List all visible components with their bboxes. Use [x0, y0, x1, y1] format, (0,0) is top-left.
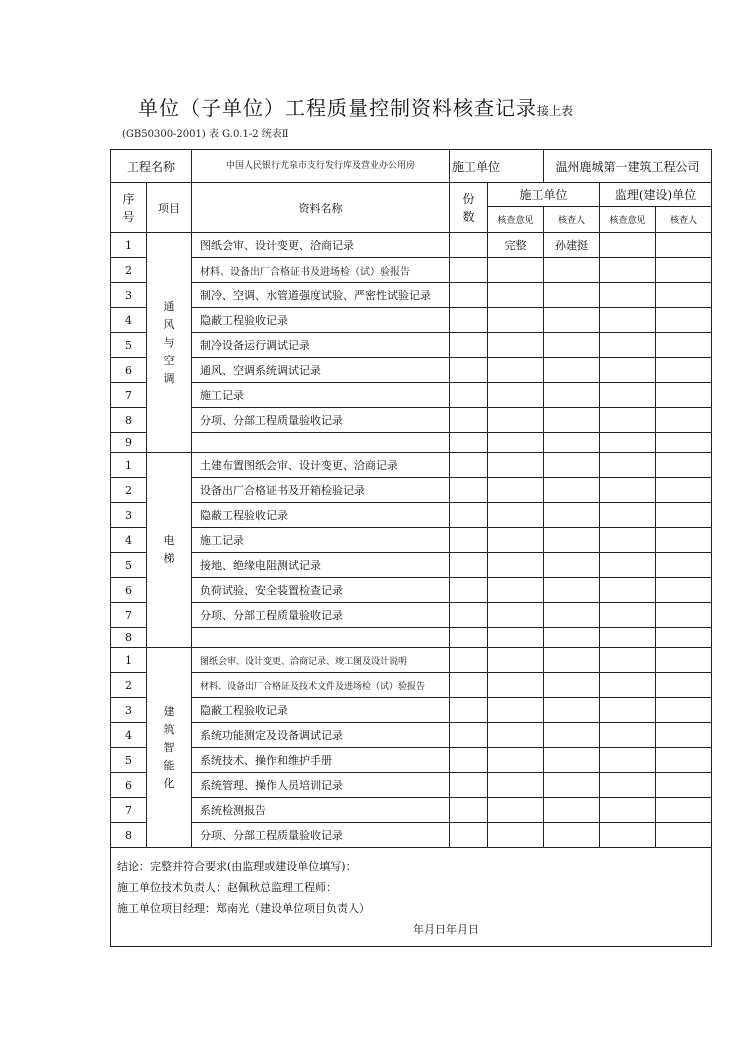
row-number: 7 [111, 603, 147, 628]
builder-checker [544, 433, 600, 453]
item-label: 项目 [147, 183, 192, 233]
footer-cell [111, 848, 712, 947]
supervisor-check-opinion [600, 433, 656, 453]
supervisor-check-opinion [600, 723, 656, 748]
document-name: 隐蔽工程验收记录 [192, 698, 450, 723]
supervisor-check-opinion [600, 408, 656, 433]
builder-label: 施工单位 [488, 183, 600, 207]
document-name: 通风、空调系统调试记录 [192, 358, 450, 383]
supervisor-check-opinion [600, 673, 656, 698]
document-name: 系统检测报告 [192, 798, 450, 823]
builder-checker: 孙建挺 [544, 233, 600, 258]
builder-check-opinion [488, 283, 544, 308]
header-row-project [111, 150, 712, 183]
builder-checker [544, 748, 600, 773]
row-number: 1 [111, 648, 147, 673]
copies-count [450, 308, 488, 333]
row-number: 1 [111, 453, 147, 478]
builder-checker [544, 258, 600, 283]
row-number: 2 [111, 673, 147, 698]
builder-checker [544, 773, 600, 798]
document-name: 土建布置图纸会审、设计变更、洽商记录 [192, 453, 450, 478]
table-row [111, 433, 712, 453]
copies-count [450, 578, 488, 603]
table-row [111, 698, 712, 723]
table-row [111, 748, 712, 773]
supervisor-check-opinion [600, 528, 656, 553]
supervisor-checker [656, 433, 712, 453]
builder-checker [544, 628, 600, 648]
table-row [111, 233, 712, 258]
group-item-char: 风 [163, 317, 175, 331]
document-name: 图纸会审、设计变更、洽商记录、竣工图及设计说明 [192, 648, 450, 673]
group-item-char: 筑 [163, 722, 175, 736]
builder-check-opinion [488, 503, 544, 528]
document-name: 接地、绝缘电阻测试记录 [192, 553, 450, 578]
construction-unit-label: 施工单位 [450, 150, 544, 183]
seq-label-text: 序号 [122, 191, 135, 224]
copies-count [450, 628, 488, 648]
supervisor-check-opinion [600, 698, 656, 723]
supervisor-checker [656, 233, 712, 258]
document-name: 分项、分部工程质量验收记录 [192, 408, 450, 433]
document-name: 施工记录 [192, 383, 450, 408]
supervisor-check-opinion [600, 603, 656, 628]
document-name: 负荷试验、安全装置检查记录 [192, 578, 450, 603]
copies-count [450, 603, 488, 628]
builder-check-opinion [488, 603, 544, 628]
copies-count [450, 553, 488, 578]
copies-count [450, 798, 488, 823]
copies-count [450, 773, 488, 798]
builder-check-opinion [488, 408, 544, 433]
group-item-char: 调 [163, 371, 175, 385]
row-number: 8 [111, 628, 147, 648]
builder-check-opinion: 完整 [488, 233, 544, 258]
row-number: 3 [111, 503, 147, 528]
builder-check-opinion [488, 578, 544, 603]
copies-label-text: 份数 [462, 191, 475, 224]
footer-project-manager: 施工单位项目经理：郑南光（建设单位项目负责人） [117, 902, 370, 915]
document-name: 隐蔽工程验收记录 [192, 503, 450, 528]
builder-checker [544, 648, 600, 673]
builder-checker [544, 478, 600, 503]
copies-count [450, 748, 488, 773]
supervisor-check-opinion [600, 233, 656, 258]
supervisor-checker [656, 578, 712, 603]
builder-check-opinion [488, 528, 544, 553]
footer-row [111, 848, 712, 947]
copies-count [450, 258, 488, 283]
supervisor-checker [656, 478, 712, 503]
document-name: 图纸会审、设计变更、洽商记录 [192, 233, 450, 258]
group-item-name [147, 648, 192, 848]
builder-check-opinion [488, 773, 544, 798]
supervisor-check-opinion [600, 798, 656, 823]
supervisor-check-opinion [600, 773, 656, 798]
project-name-value: 中国人民银行尤泉市支行发行库及营业办公用房 [192, 150, 450, 183]
supervisor-checker [656, 603, 712, 628]
builder-checker [544, 358, 600, 383]
copies-count [450, 478, 488, 503]
group-item-char: 能 [163, 758, 175, 772]
document-name: 分项、分部工程质量验收记录 [192, 603, 450, 628]
copies-count [450, 408, 488, 433]
document-name: 设备出厂合格证书及开箱检验记录 [192, 478, 450, 503]
standard-reference: (GB50300-2001) 表 G.0.1-2 统表Ⅱ [122, 129, 289, 140]
group-item-char: 空 [163, 353, 175, 367]
builder-checker [544, 283, 600, 308]
row-number: 8 [111, 823, 147, 848]
supervisor-check-opinion [600, 453, 656, 478]
builder-checker [544, 698, 600, 723]
doc-name-label: 资料名称 [192, 183, 450, 233]
row-number: 3 [111, 698, 147, 723]
table-row [111, 723, 712, 748]
builder-check-opinion [488, 823, 544, 848]
supervisor-check-opinion [600, 503, 656, 528]
copies-label [450, 183, 488, 233]
copies-count [450, 233, 488, 258]
header-row-columns [111, 183, 712, 207]
builder-checker-label: 核查人 [544, 207, 600, 233]
row-number: 5 [111, 748, 147, 773]
supervisor-check-opinion [600, 648, 656, 673]
table-row [111, 628, 712, 648]
table-row [111, 578, 712, 603]
row-number: 5 [111, 333, 147, 358]
document-name: 系统技术、操作和维护手册 [192, 748, 450, 773]
supervisor-check-opinion [600, 478, 656, 503]
group-item-char: 梯 [163, 552, 175, 565]
supervisor-checker [656, 453, 712, 478]
copies-count [450, 823, 488, 848]
supervisor-check-opinion [600, 553, 656, 578]
supervisor-check-opinion-label: 核查意见 [600, 207, 656, 233]
builder-checker [544, 528, 600, 553]
supervisor-checker [656, 773, 712, 798]
title-prefix: 单位 [138, 96, 180, 120]
copies-count [450, 283, 488, 308]
builder-checker [544, 798, 600, 823]
builder-check-opinion [488, 723, 544, 748]
supervisor-checker [656, 553, 712, 578]
supervisor-checker [656, 308, 712, 333]
supervisor-label: 监理(建设)单位 [600, 183, 712, 207]
table-row [111, 673, 712, 698]
supervisor-check-opinion [600, 748, 656, 773]
supervisor-checker [656, 823, 712, 848]
table-row [111, 553, 712, 578]
builder-checker [544, 723, 600, 748]
table-row [111, 648, 712, 673]
builder-checker [544, 408, 600, 433]
project-name-label: 工程名称 [111, 150, 192, 183]
supervisor-checker [656, 648, 712, 673]
construction-unit-value: 温州鹿城第一建筑工程公司 [544, 150, 712, 183]
supervisor-check-opinion [600, 358, 656, 383]
table-row [111, 798, 712, 823]
seq-label [111, 183, 147, 233]
document-name: 分项、分部工程质量验收记录 [192, 823, 450, 848]
builder-check-opinion [488, 628, 544, 648]
copies-count [450, 503, 488, 528]
table-row [111, 333, 712, 358]
table-row [111, 383, 712, 408]
title-main: 工程质量控制资料核查记录 [285, 96, 537, 120]
document-name [192, 628, 450, 648]
supervisor-check-opinion [600, 628, 656, 648]
copies-count [450, 333, 488, 358]
supervisor-checker [656, 358, 712, 383]
table-row [111, 453, 712, 478]
group-item-char: 智 [163, 740, 175, 754]
row-number: 1 [111, 233, 147, 258]
row-number: 6 [111, 773, 147, 798]
document-name: 系统管理、操作人员培训记录 [192, 773, 450, 798]
title-continue-note: 接上表 [537, 104, 574, 118]
document-name [192, 433, 450, 453]
builder-check-opinion [488, 478, 544, 503]
builder-checker [544, 578, 600, 603]
row-number: 2 [111, 478, 147, 503]
table-row [111, 308, 712, 333]
builder-check-opinion [488, 258, 544, 283]
builder-checker [544, 553, 600, 578]
footer-tech-lead: 施工单位技术负责人：赵佩秋总监理工程师： [117, 881, 337, 894]
supervisor-checker [656, 258, 712, 283]
document-name: 材料、设备出厂合格证书及进场检（试）验报告 [192, 258, 450, 283]
group-item-char: 通 [163, 299, 175, 313]
document-title [138, 92, 618, 122]
document-name: 施工记录 [192, 528, 450, 553]
supervisor-checker [656, 723, 712, 748]
supervisor-checker [656, 283, 712, 308]
supervisor-checker [656, 748, 712, 773]
supervisor-checker [656, 528, 712, 553]
builder-checker [544, 333, 600, 358]
group-item-char: 与 [163, 335, 175, 349]
supervisor-checker [656, 628, 712, 648]
row-number: 2 [111, 258, 147, 283]
copies-count [450, 358, 488, 383]
builder-checker [544, 383, 600, 408]
table-row [111, 503, 712, 528]
builder-check-opinion [488, 698, 544, 723]
table-row [111, 823, 712, 848]
builder-check-opinion [488, 383, 544, 408]
document-name: 系统功能测定及设备调试记录 [192, 723, 450, 748]
quality-records-table [110, 149, 712, 947]
row-number: 5 [111, 553, 147, 578]
builder-checker [544, 823, 600, 848]
supervisor-checker [656, 798, 712, 823]
supervisor-check-opinion [600, 283, 656, 308]
supervisor-check-opinion [600, 383, 656, 408]
row-number: 7 [111, 383, 147, 408]
row-number: 4 [111, 308, 147, 333]
builder-check-opinion [488, 748, 544, 773]
builder-check-opinion [488, 433, 544, 453]
supervisor-checker [656, 503, 712, 528]
builder-check-opinion [488, 358, 544, 383]
copies-count [450, 383, 488, 408]
document-name: 隐蔽工程验收记录 [192, 308, 450, 333]
group-item-name [147, 233, 192, 453]
supervisor-checker [656, 383, 712, 408]
group-item-char: 电 [163, 534, 175, 547]
title-sub-unit: （子单位） [180, 96, 285, 120]
row-number: 4 [111, 528, 147, 553]
supervisor-checker [656, 333, 712, 358]
table-row [111, 258, 712, 283]
supervisor-checker [656, 673, 712, 698]
row-number: 3 [111, 283, 147, 308]
row-number: 4 [111, 723, 147, 748]
supervisor-check-opinion [600, 258, 656, 283]
supervisor-check-opinion [600, 578, 656, 603]
row-number: 7 [111, 798, 147, 823]
builder-check-opinion [488, 553, 544, 578]
supervisor-check-opinion [600, 308, 656, 333]
builder-check-opinion [488, 308, 544, 333]
table-row [111, 603, 712, 628]
copies-count [450, 673, 488, 698]
document-name: 制冷、空调、水管道强度试验、严密性试验记录 [192, 283, 450, 308]
group-item-char: 化 [163, 776, 175, 790]
builder-check-opinion [488, 333, 544, 358]
supervisor-checker-label: 核查人 [656, 207, 712, 233]
copies-count [450, 453, 488, 478]
builder-check-opinion [488, 673, 544, 698]
builder-checker [544, 673, 600, 698]
copies-count [450, 528, 488, 553]
document-name: 制冷设备运行调试记录 [192, 333, 450, 358]
builder-check-opinion [488, 798, 544, 823]
builder-checker [544, 453, 600, 478]
copies-count [450, 648, 488, 673]
footer-dates: 年月日年月日 [413, 923, 480, 936]
table-row [111, 528, 712, 553]
builder-check-opinion [488, 648, 544, 673]
supervisor-checker [656, 698, 712, 723]
builder-check-opinion [488, 453, 544, 478]
builder-checker [544, 308, 600, 333]
table-row [111, 773, 712, 798]
row-number: 8 [111, 408, 147, 433]
supervisor-check-opinion [600, 823, 656, 848]
row-number: 6 [111, 578, 147, 603]
supervisor-checker [656, 408, 712, 433]
group-item-char: 建 [163, 704, 175, 718]
group-item-name [147, 453, 192, 648]
builder-checker [544, 603, 600, 628]
table-row [111, 358, 712, 383]
copies-count [450, 723, 488, 748]
row-number: 9 [111, 433, 147, 453]
row-number: 6 [111, 358, 147, 383]
builder-checker [544, 503, 600, 528]
copies-count [450, 698, 488, 723]
table-row [111, 408, 712, 433]
document-name: 材料、设备出厂合格证及技术文件及进场检（试）验报告 [192, 673, 450, 698]
table-row [111, 283, 712, 308]
builder-check-opinion-label: 核查意见 [488, 207, 544, 233]
supervisor-check-opinion [600, 333, 656, 358]
footer-conclusion: 结论：完整并符合要求(由监理或建设单位填写)： [117, 860, 357, 873]
table-row [111, 478, 712, 503]
copies-count [450, 433, 488, 453]
